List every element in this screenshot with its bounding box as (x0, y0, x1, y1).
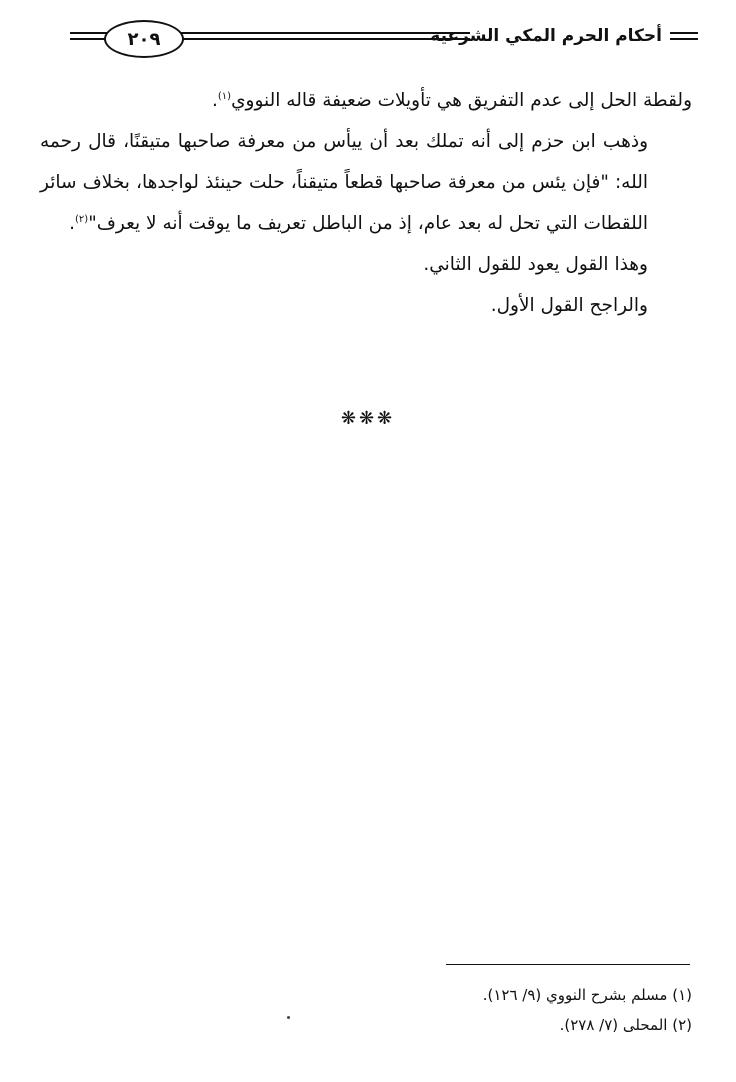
scan-speck (287, 1016, 290, 1019)
footnote-2: (٢) المحلى (٧/ ٢٧٨). (559, 1016, 692, 1034)
header-rule (174, 32, 470, 42)
paragraph-1: ولقطة الحل إلى عدم التفريق هي تأويلات ضعيفة قاله النووي$^{(١)}$. (211, 90, 692, 111)
section-separator: ❋❋❋ (340, 408, 396, 429)
page-number-text: ٢٠٩ (127, 28, 161, 50)
page-number (104, 20, 184, 58)
footnote-ref-2: (٢) (75, 213, 89, 225)
footnote-ref-1: (١) (217, 90, 232, 102)
paragraph-4: والراجح القول الأول. (490, 295, 648, 316)
header-dash (670, 32, 698, 42)
footnote-rule (446, 964, 690, 965)
paragraph-3: وهذا القول يعود للقول الثاني. (423, 254, 648, 275)
main-text (40, 80, 692, 326)
running-title: أحكام الحرم المكي الشرعية (430, 26, 662, 46)
page-header (70, 20, 700, 60)
footnote-1: (١) مسلم بشرح النووي (٩/ ١٢٦). (482, 986, 692, 1004)
paragraph-2: وذهب ابن حزم إلى أنه تملك بعد أن ييأس من معرفة صاحبها متيقنًا، قال رحمه الله: "فإن يئس من معرفة صاحبها قطعاً متيقناً، حلت حينئذ لواجدها، بخلاف سائر اللقطات التي تحل له بعد عام، إذ من الباطل تعريف ما يوقت أنه لا يعرف"$^{(٢)}$. (40, 131, 648, 234)
footnotes (292, 980, 692, 1040)
